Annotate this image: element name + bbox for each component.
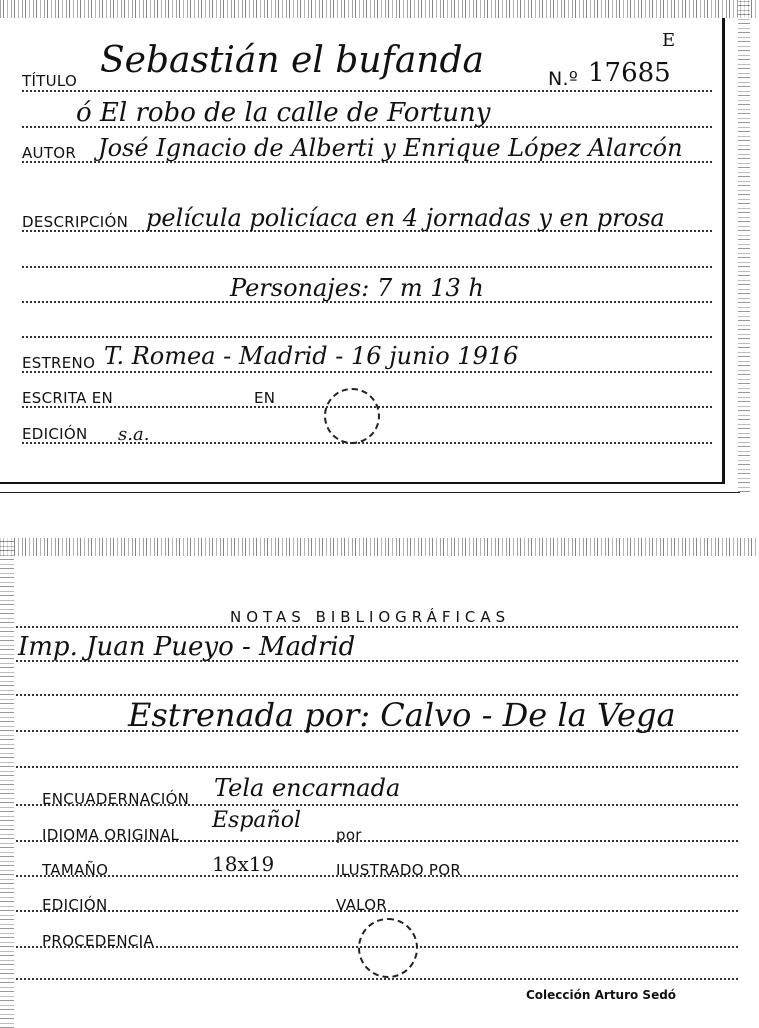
autor-value: José Ignacio de Alberti y Enrique López Alarcón bbox=[98, 134, 683, 162]
ruled-line bbox=[16, 978, 738, 980]
numero-label: N.º bbox=[548, 68, 579, 90]
idioma-original-label: IDIOMA ORIGINAL bbox=[42, 826, 180, 844]
titulo-value: Sebastián el bufanda bbox=[100, 40, 484, 81]
idioma-original-value: Español bbox=[212, 808, 301, 833]
scan-noise-right bbox=[738, 0, 750, 492]
notas-heading: NOTAS BIBLIOGRÁFICAS bbox=[230, 608, 511, 626]
scan-noise-top bbox=[0, 0, 759, 18]
personajes-value: Personajes: 7 m 13 h bbox=[230, 274, 484, 302]
estreno-value: T. Romea - Madrid - 16 junio 1916 bbox=[104, 342, 519, 370]
ruled-line bbox=[16, 626, 738, 628]
encuadernacion-label: ENCUADERNACIÓN bbox=[42, 790, 190, 808]
notas-line-1: Imp. Juan Pueyo - Madrid bbox=[18, 632, 356, 662]
stamp-circle bbox=[358, 918, 418, 978]
edicion-label: EDICIÓN bbox=[42, 896, 108, 914]
catalog-card-front bbox=[0, 0, 759, 492]
catalog-card-back bbox=[0, 538, 759, 1028]
ruled-line bbox=[22, 90, 712, 92]
en-label: EN bbox=[254, 389, 276, 407]
edicion-label: EDICIÓN bbox=[22, 425, 88, 443]
numero-suffix: E bbox=[662, 30, 676, 51]
ruled-line bbox=[22, 371, 712, 373]
autor-label: AUTOR bbox=[22, 144, 77, 162]
tamano-label: TAMAÑO bbox=[42, 861, 109, 879]
collection-credit: Colección Arturo Sedó bbox=[526, 988, 677, 1002]
edicion-value: s.a. bbox=[118, 424, 150, 445]
stamp-circle bbox=[324, 388, 380, 444]
numero-value: 17685 bbox=[588, 58, 671, 88]
subtitulo-value: ó El robo de la calle de Fortuny bbox=[76, 98, 491, 128]
ruled-line bbox=[22, 266, 712, 268]
encuadernacion-value: Tela encarnada bbox=[214, 774, 401, 802]
estreno-label: ESTRENO bbox=[22, 354, 96, 372]
descripcion-value: película policíaca en 4 jornadas y en prosa bbox=[146, 204, 665, 232]
card-divider bbox=[0, 492, 740, 493]
scan-noise-top bbox=[0, 538, 759, 556]
ruled-line bbox=[22, 336, 712, 338]
escrita-en-label: ESCRITA EN bbox=[22, 389, 114, 407]
scan-noise-left bbox=[0, 538, 14, 1028]
titulo-label: TÍTULO bbox=[22, 72, 78, 90]
valor-label: VALOR bbox=[336, 896, 388, 914]
ruled-line bbox=[16, 766, 738, 768]
descripcion-label: DESCRIPCIÓN bbox=[22, 213, 129, 231]
procedencia-label: PROCEDENCIA bbox=[42, 932, 154, 950]
tamano-value: 18x19 bbox=[212, 852, 275, 876]
por-label: por bbox=[336, 826, 362, 844]
ilustrado-por-label: ILUSTRADO POR bbox=[336, 861, 462, 879]
notas-line-2: Estrenada por: Calvo - De la Vega bbox=[128, 696, 676, 734]
